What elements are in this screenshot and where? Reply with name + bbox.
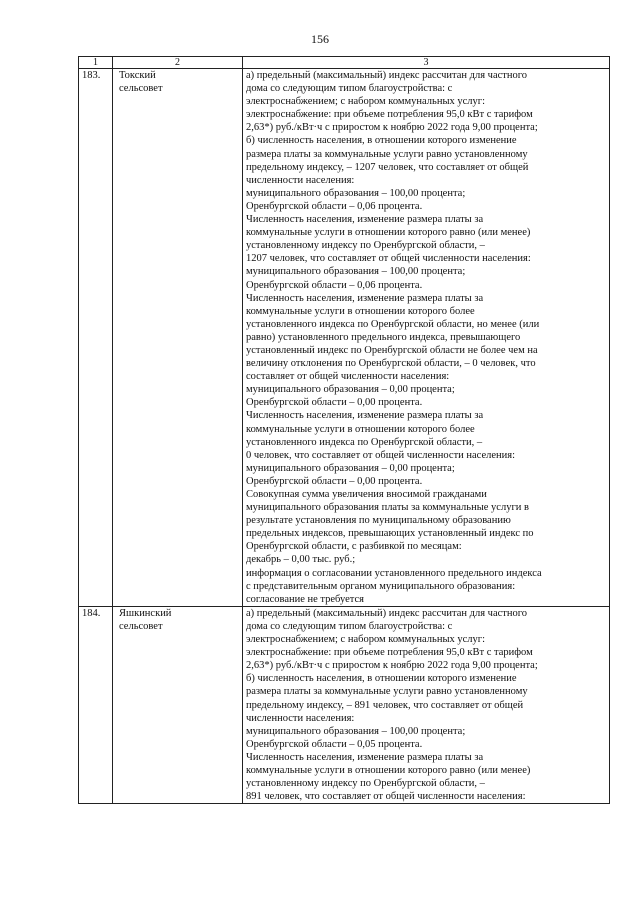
- description-line: коммунальные услуги в отношении которого более: [246, 305, 475, 317]
- description-line: коммунальные услуги в отношении которого равно (или менее): [246, 764, 531, 776]
- description-line: установленного индекса по Оренбургской области, –: [246, 436, 483, 448]
- municipality-name-line: сельсовет: [119, 83, 163, 95]
- description-line: размера платы за коммунальные услуги равно установленному: [246, 148, 528, 160]
- description-line: муниципального образования платы за коммунальные услуги в: [246, 502, 529, 514]
- description-line: Оренбургской области – 0,05 процента.: [246, 738, 423, 750]
- description-line: дома со следующим типом благоустройства: с: [246, 620, 453, 632]
- municipality-name-line: Токский: [119, 70, 156, 81]
- description-line: Совокупная сумма увеличения вносимой гражданами: [246, 489, 487, 500]
- description-line: предельных индексов, превышающих установленный индекс по: [246, 528, 534, 540]
- description-line: установленному индексу по Оренбургской области, –: [246, 778, 485, 790]
- municipality-name: [113, 69, 243, 607]
- row-description: [243, 69, 610, 607]
- description-line: муниципального образования – 0,00 процента;: [246, 462, 455, 474]
- page-number: 156: [311, 32, 329, 46]
- description-line: 891 человек, что составляет от общей численности населения:: [246, 791, 526, 803]
- description-line: установленный индекс по Оренбургской области не более чем на: [246, 344, 538, 356]
- description-line: дома со следующим типом благоустройства: с: [246, 83, 453, 95]
- table-row: [79, 69, 610, 607]
- description-line: предельному индексу, – 891 человек, что составляет от общей: [246, 699, 524, 711]
- description-line: муниципального образования – 100,00 процента;: [246, 187, 466, 199]
- description-line: Оренбургской области – 0,06 процента.: [246, 279, 423, 291]
- description-line: 2,63*) руб./кВт·ч с приростом к ноябрю 2022 года 9,00 процента;: [246, 122, 538, 134]
- description-line: величину отклонения по Оренбургской области, – 0 человек, что: [246, 358, 536, 370]
- description-line: муниципального образования – 0,00 процента;: [246, 384, 455, 396]
- description-line: 1207 человек, что составляет от общей численности населения:: [246, 253, 531, 265]
- header-row: [79, 57, 610, 69]
- description-line: б) численность населения, в отношении которого изменение: [246, 135, 517, 147]
- row-number: 183.: [79, 69, 113, 607]
- column-header: 3: [243, 57, 610, 69]
- description-line: а) предельный (максимальный) индекс рассчитан для частного: [246, 70, 528, 81]
- description-line: коммунальные услуги в отношении которого более: [246, 423, 475, 435]
- column-header: 1: [79, 57, 113, 69]
- description-line: муниципального образования – 100,00 процента;: [246, 266, 466, 278]
- description-line: Оренбургской области, с разбивкой по месяцам:: [246, 541, 462, 553]
- description-line: размера платы за коммунальные услуги равно установленному: [246, 686, 528, 698]
- municipality-name-line: Яшкинский: [119, 607, 172, 619]
- description-line: с представительным органом муниципального образования:: [246, 580, 516, 592]
- description-line: Оренбургской области – 0,00 процента.: [246, 397, 423, 409]
- description-line: 0 человек, что составляет от общей численности населения:: [246, 449, 516, 461]
- description-line: результате установления по муниципальному образованию: [246, 515, 511, 527]
- description-line: Оренбургской области – 0,00 процента.: [246, 475, 423, 487]
- description-line: декабрь – 0,00 тыс. руб.;: [246, 554, 356, 566]
- description-line: Численность населения, изменение размера платы за: [246, 410, 484, 422]
- row-number: 184.: [79, 606, 113, 803]
- description-line: численности населения:: [246, 174, 355, 186]
- description-line: Численность населения, изменение размера платы за: [246, 292, 484, 304]
- description-line: информация о согласовании установленного предельного индекса: [246, 567, 542, 579]
- description-line: коммунальные услуги в отношении которого равно (или менее): [246, 227, 531, 239]
- description-line: б) численность населения, в отношении которого изменение: [246, 673, 517, 685]
- row-description: [243, 606, 610, 803]
- description-line: электроснабжением; с набором коммунальных услуг:: [246, 634, 485, 646]
- column-header: 2: [113, 57, 243, 69]
- description-line: электроснабжением; с набором коммунальных услуг:: [246, 96, 485, 108]
- description-line: электроснабжение: при объеме потребления 95,0 кВт с тарифом: [246, 647, 533, 659]
- description-line: установленному индексу по Оренбургской области, –: [246, 240, 485, 252]
- description-line: электроснабжение: при объеме потребления 95,0 кВт с тарифом: [246, 109, 533, 121]
- description-line: Численность населения, изменение размера платы за: [246, 751, 484, 763]
- data-table: [78, 56, 610, 804]
- description-line: численности населения:: [246, 712, 355, 724]
- description-line: согласование не требуется: [246, 593, 364, 605]
- description-line: составляет от общей численности населения:: [246, 371, 450, 383]
- description-line: Оренбургской области – 0,06 процента.: [246, 200, 423, 212]
- description-line: предельному индексу, – 1207 человек, что составляет от общей: [246, 161, 529, 173]
- description-line: равно) установленного предельного индекса, превышающего: [246, 331, 521, 343]
- description-line: установленного индекса по Оренбургской области, но менее (или: [246, 318, 540, 330]
- description-line: а) предельный (максимальный) индекс рассчитан для частного: [246, 607, 528, 619]
- municipality-name: [113, 606, 243, 803]
- description-line: Численность населения, изменение размера платы за: [246, 214, 484, 226]
- table-row: [79, 606, 610, 803]
- description-line: муниципального образования – 100,00 процента;: [246, 725, 466, 737]
- description-line: 2,63*) руб./кВт·ч с приростом к ноябрю 2022 года 9,00 процента;: [246, 660, 538, 672]
- municipality-name-line: сельсовет: [119, 620, 163, 632]
